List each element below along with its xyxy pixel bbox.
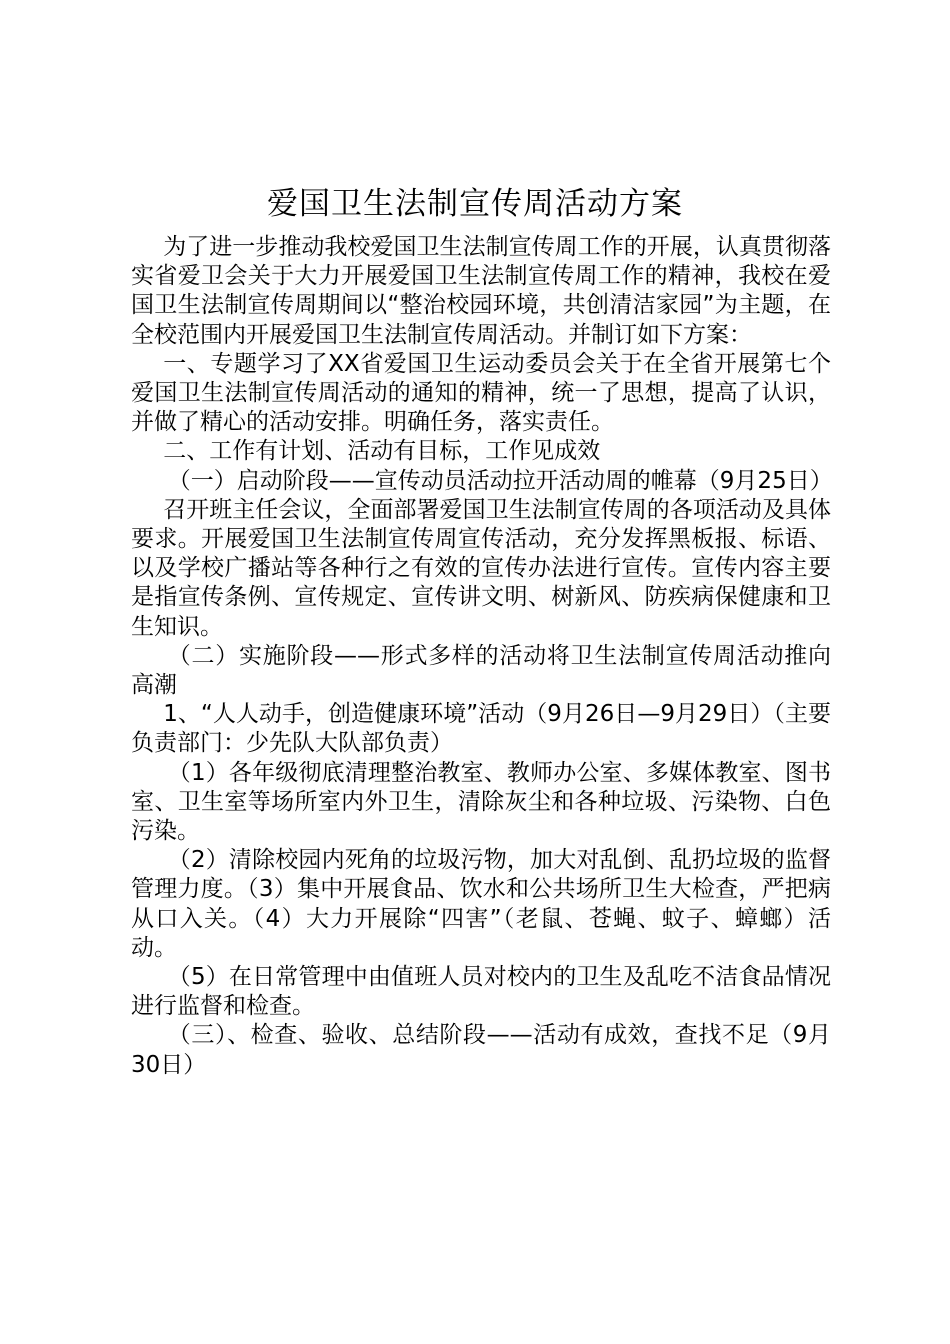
document-title: 爱国卫生法制宣传周活动方案	[267, 186, 683, 222]
paragraph-activity-1: 1、“人人动手，创造健康环境”活动（9月26日—9月29日）（主要负责部门：少先队大队部负责）	[131, 701, 831, 757]
paragraph-phase-1-heading: （一）启动阶段——宣传动员活动拉开活动周的帷幕（9月25日）	[167, 467, 833, 494]
paragraph-intro: 为了进一步推动我校爱国卫生法制宣传周工作的开展，认真贯彻落实省爱卫会关于大力开展爱国卫生法制宣传周工作的精神，我校在爱国卫生法制宣传周期间以“整治校园环境，共创清洁家园”为主题，在全校范围内开展爱国卫生法制宣传周活动。并制订如下方案：	[131, 234, 831, 348]
paragraph-phase-3-heading: （三）、检查、验收、总结阶段——活动有成效，查找不足（9月30日）	[131, 1022, 831, 1078]
paragraph-phase-2-heading: （二）实施阶段——形式多样的活动将卫生法制宣传周活动推向高潮	[131, 642, 831, 699]
paragraph-item-5: （5）在日常管理中由值班人员对校内的卫生及乱吃不洁食品情况进行监督和检查。	[131, 964, 831, 1020]
paragraph-phase-1-body: 召开班主任会议，全面部署爱国卫生法制宣传周的各项活动及具体要求。开展爱国卫生法制宣传周宣传活动，充分发挥黑板报、标语、以及学校广播站等各种行之有效的宣传办法进行宣传。宣传内容主要是指宣传条例、宣传规定、宣传讲文明、树新风、防疾病保健康和卫生知识。	[131, 496, 831, 640]
paragraph-section-1: 一、专题学习了XX省爱国卫生运动委员会关于在全省开展第七个爱国卫生法制宣传周活动的通知的精神，统一了思想，提高了认识，并做了精心的活动安排。明确任务，落实责任。	[131, 350, 831, 436]
document-body	[131, 233, 831, 1080]
paragraph-item-1: （1）各年级彻底清理整治教室、教师办公室、多媒体教室、图书室、卫生室等场所室内外卫生，清除灰尘和各种垃圾、污染物、白色污染。	[131, 759, 831, 845]
paragraph-item-2-4: （2）清除校园内死角的垃圾污物，加大对乱倒、乱扔垃圾的监督管理力度。（3）集中开展食品、饮水和公共场所卫生大检查，严把病从口入关。（4）大力开展除“四害”（老鼠、苍蝇、蚊子、蟑螂）活动。	[131, 847, 831, 961]
paragraph-section-2: 二、工作有计划、活动有目标，工作见成效	[163, 438, 601, 465]
